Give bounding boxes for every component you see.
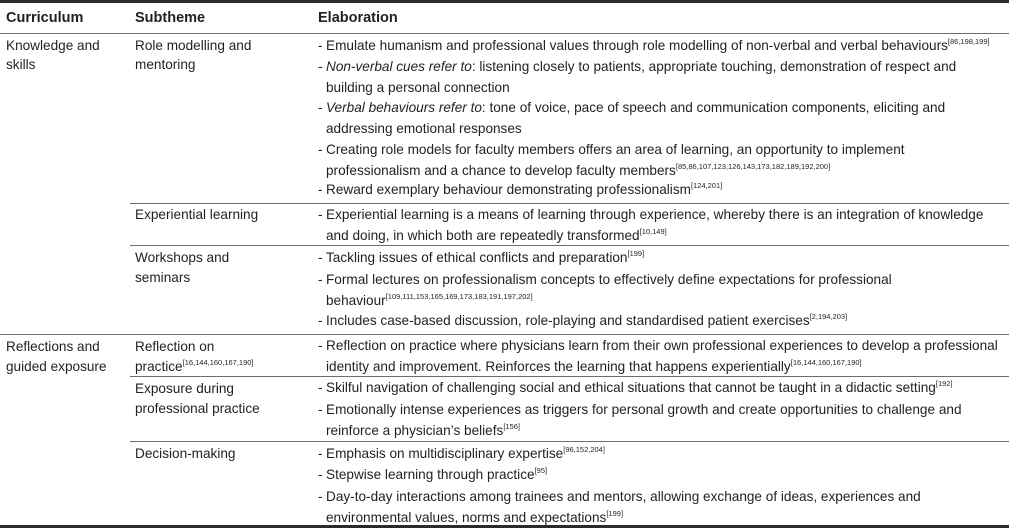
- header-curriculum: Curriculum: [6, 10, 84, 26]
- curriculum-reflections: Reflections and guided exposure: [6, 339, 107, 374]
- list-item: - Emotionally intense experiences as triggers for personal growth and create opportunities to challenge and reinforce a physician’s beliefs[156]: [318, 402, 962, 438]
- list-item: - Stepwise learning through practice[95]: [318, 466, 548, 482]
- subtheme-reflection-practice: Reflection on practice[16,144,160,167,190]: [135, 339, 254, 374]
- list-item: - Verbal behaviours refer to: tone of voice, pace of speech and communication components, eliciting and addressing emotional responses: [318, 100, 946, 136]
- list-item: - Skilful navigation of challenging social and ethical situations that cannot be taught in a didactic setting[192]: [318, 379, 953, 395]
- row-rule: [130, 441, 1009, 442]
- list-item: - Creating role models for faculty members offers an area of learning, an opportunity to implement professionalism and a chance to develop faculty members[85,86,107,123,126,143,173,182,189,192,200]: [318, 142, 905, 178]
- list-item: - Formal lectures on professionalism concepts to effectively define expectations for professional behaviour[109,111,153,165,169,173,183,191,197,202]: [318, 272, 892, 308]
- list-item: - Non-verbal cues refer to: listening closely to patients, appropriate touching, demonstration of respect and building a personal connection: [318, 59, 957, 95]
- list-item: - Experiential learning is a means of learning through experience, whereby there is an integration of knowledge and doing, in which both are repeatedly transformed[10,149]: [318, 207, 984, 243]
- section-rule: [0, 334, 1009, 335]
- row-rule: [130, 203, 1009, 204]
- subtheme-decision: Decision-making: [135, 446, 236, 461]
- subtheme-exposure: Exposure during professional practice: [135, 381, 260, 416]
- list-item: - Emphasis on multidisciplinary expertise[96,152,204]: [318, 445, 605, 461]
- header-rule: [0, 33, 1009, 34]
- header-subtheme: Subtheme: [135, 10, 206, 26]
- subtheme-workshops: Workshops and seminars: [135, 250, 230, 285]
- subtheme-experiential: Experiential learning: [135, 207, 259, 222]
- table-top-rule: [0, 0, 1009, 3]
- subtheme-role-modelling: Role modelling and mentoring: [135, 38, 252, 72]
- curriculum-knowledge: Knowledge and skills: [6, 38, 100, 72]
- header-elaboration: Elaboration: [318, 10, 398, 26]
- list-item: - Emulate humanism and professional values through role modelling of non-verbal and verbal behaviours[86,198,199]: [318, 37, 990, 53]
- list-item: - Day-to-day interactions among trainees and mentors, allowing exchange of ideas, experiences and environmental values, norms and expectations[199]: [318, 489, 921, 525]
- list-item: - Reflection on practice where physicians learn from their own professional experiences to develop a professional identity and improvement. Reinforces the learning that happens experientially[16,144,160,167,190]: [318, 338, 998, 374]
- list-item: - Includes case-based discussion, role-playing and standardised patient exercises[2,194,203]: [318, 312, 848, 328]
- table-bottom-rule: [0, 525, 1009, 528]
- list-item: - Tackling issues of ethical conflicts and preparation[199]: [318, 249, 645, 265]
- list-item: - Reward exemplary behaviour demonstrating professionalism[124,201]: [318, 181, 723, 197]
